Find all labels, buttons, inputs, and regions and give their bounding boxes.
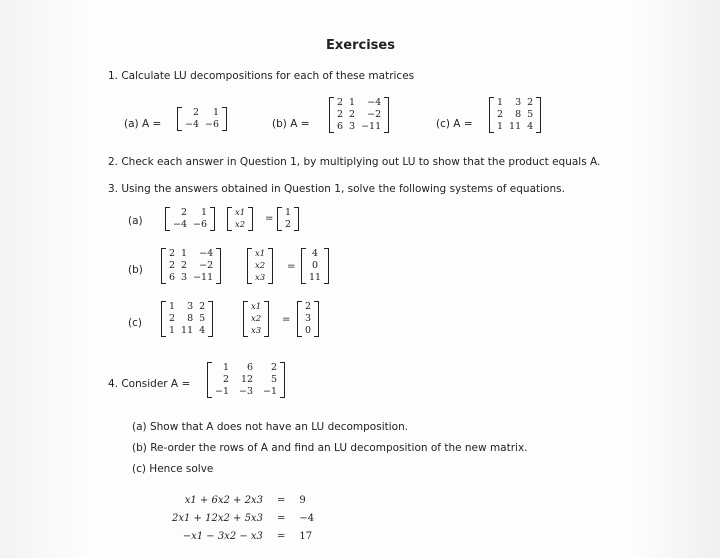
q1a-matrix — [182, 107, 222, 131]
matrix-cell: 6 — [169, 272, 176, 283]
matrix-cell: 3 — [515, 97, 522, 108]
matrix-cell: 2 — [527, 97, 534, 108]
matrix-cell: −2 — [199, 260, 214, 271]
matrix-cell: −1 — [215, 386, 230, 397]
question-1-text: 1. Calculate LU decompositions for each of these matrices — [108, 70, 415, 82]
matrix-cell: 2 — [497, 109, 504, 120]
matrix-cell: 2 — [349, 109, 356, 120]
equation-sign: = — [276, 495, 286, 506]
q1c-matrix — [494, 97, 536, 133]
matrix-cell: −2 — [367, 109, 382, 120]
matrix-cell: 2 — [169, 248, 176, 259]
matrix-cell: −1 — [263, 386, 278, 397]
q3a-x-vector — [232, 207, 248, 231]
matrix-cell: 8 — [515, 109, 522, 120]
equation-sign: = — [276, 513, 286, 524]
matrix-cell: −6 — [193, 219, 208, 230]
q1c-label: (c) A = — [436, 118, 473, 130]
matrix-cell: 1 — [181, 248, 188, 259]
q1a-label: (a) A = — [124, 118, 162, 130]
vector-cell: x1 — [235, 208, 246, 218]
matrix-cell: 1 — [169, 301, 176, 312]
matrix-cell: 2 — [337, 97, 344, 108]
matrix-cell: 5 — [271, 374, 278, 385]
matrix-cell: 3 — [181, 272, 188, 283]
matrix-cell: 2 — [192, 107, 200, 118]
vector-cell: 3 — [305, 313, 312, 324]
q3c-label: (c) — [128, 317, 142, 329]
vector-cell: x3 — [255, 273, 266, 283]
question-4c-text: (c) Hence solve — [132, 463, 214, 475]
matrix-cell: 2 — [337, 109, 344, 120]
matrix-cell: 3 — [187, 301, 194, 312]
vector-cell: 1 — [285, 207, 292, 218]
vector-cell: x2 — [251, 314, 262, 324]
matrix-cell: 1 — [212, 107, 220, 118]
matrix-cell: −4 — [367, 97, 382, 108]
matrix-cell: 3 — [349, 121, 356, 132]
matrix-cell: −4 — [199, 248, 214, 259]
matrix-cell: 2 — [181, 260, 188, 271]
q4-matrix — [212, 362, 280, 398]
matrix-cell: 2 — [222, 374, 230, 385]
equals-sign: = — [282, 314, 291, 325]
equation-lhs: x1 + 6x2 + 2x3 — [184, 495, 263, 506]
vector-cell: 11 — [309, 272, 322, 283]
matrix-cell: 2 — [180, 207, 188, 218]
matrix-cell: −3 — [239, 386, 254, 397]
matrix-cell: 2 — [169, 260, 176, 271]
matrix-cell: 2 — [271, 362, 278, 373]
matrix-cell: 1 — [200, 207, 208, 218]
q3c-matrix — [166, 301, 208, 337]
q3b-label: (b) — [128, 264, 143, 276]
q3c-x-vector — [248, 301, 264, 337]
equation-lhs: 2x1 + 12x2 + 5x3 — [172, 513, 263, 524]
vector-cell: 4 — [312, 248, 319, 259]
matrix-cell: 4 — [527, 121, 534, 132]
matrix-cell: 1 — [349, 97, 356, 108]
matrix-cell: 5 — [527, 109, 534, 120]
matrix-cell: −11 — [193, 272, 214, 283]
question-3-text: 3. Using the answers obtained in Question 1, solve the following systems of equations. — [108, 183, 565, 195]
q3b-matrix — [166, 248, 216, 284]
matrix-cell: 1 — [169, 325, 176, 336]
matrix-cell: −4 — [173, 219, 188, 230]
matrix-cell: 6 — [337, 121, 344, 132]
matrix-cell: 1 — [497, 97, 504, 108]
matrix-cell: 12 — [240, 374, 254, 385]
question-4-label: 4. Consider A = — [108, 378, 191, 390]
matrix-cell: 2 — [169, 313, 176, 324]
equation-rhs: −4 — [299, 513, 315, 524]
q3c-b-vector — [302, 301, 314, 337]
equation-lhs: −x1 − 3x2 − x3 — [182, 531, 263, 542]
page-title: Exercises — [326, 38, 395, 53]
q3a-matrix — [170, 207, 210, 231]
question-4a-text: (a) Show that A does not have an LU decomposition. — [132, 421, 409, 433]
vector-cell: 2 — [285, 219, 292, 230]
matrix-cell: 11 — [509, 121, 522, 132]
vector-cell: x2 — [255, 261, 266, 271]
q3a-label: (a) — [128, 215, 143, 227]
matrix-cell: −6 — [205, 119, 220, 130]
q3b-x-vector — [252, 248, 268, 284]
q1b-label: (b) A = — [272, 118, 310, 130]
vector-cell: x1 — [255, 249, 266, 259]
question-4b-text: (b) Re-order the rows of A and find an LU decomposition of the new matrix. — [132, 442, 528, 454]
question-2-text: 2. Check each answer in Question 1, by multiplying out LU to show that the product equals A. — [108, 156, 601, 168]
matrix-cell: −11 — [361, 121, 382, 132]
matrix-cell: 8 — [187, 313, 194, 324]
equation-rhs: 17 — [299, 531, 313, 542]
vector-cell: 0 — [312, 260, 319, 271]
vector-cell: 2 — [305, 301, 312, 312]
equation-sign: = — [276, 531, 286, 542]
matrix-cell: 1 — [222, 362, 230, 373]
equals-sign: = — [265, 213, 274, 224]
equation-rhs: 9 — [299, 495, 306, 506]
matrix-cell: 1 — [497, 121, 504, 132]
vector-cell: x3 — [251, 326, 262, 336]
matrix-cell: 5 — [199, 313, 206, 324]
q3a-b-vector — [282, 207, 294, 231]
matrix-cell: 6 — [246, 362, 254, 373]
q1b-matrix — [334, 97, 384, 133]
matrix-cell: 11 — [181, 325, 194, 336]
matrix-cell: 2 — [199, 301, 206, 312]
vector-cell: x2 — [235, 220, 246, 230]
q3b-b-vector — [306, 248, 324, 284]
matrix-cell: 4 — [199, 325, 206, 336]
equation-system — [172, 492, 314, 546]
equals-sign: = — [287, 261, 296, 272]
vector-cell: x1 — [251, 302, 262, 312]
vector-cell: 0 — [305, 325, 312, 336]
matrix-cell: −4 — [185, 119, 200, 130]
